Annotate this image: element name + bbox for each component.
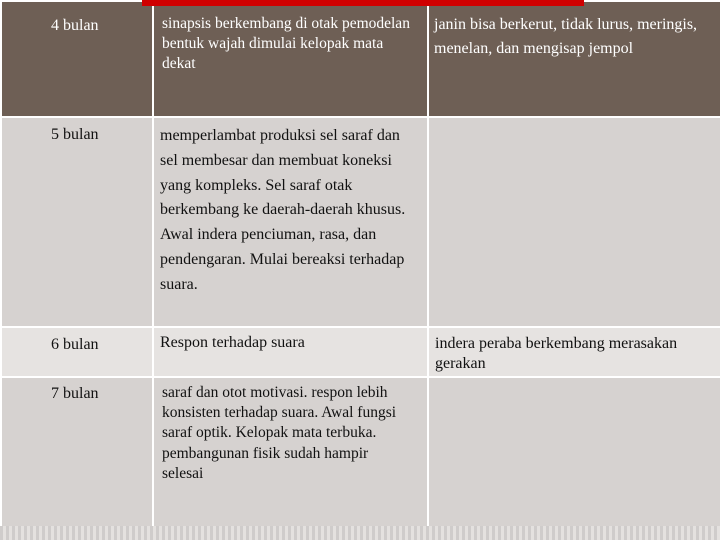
month-label: 4 bulan bbox=[51, 17, 99, 34]
development-cell bbox=[153, 117, 428, 327]
development-cell bbox=[153, 1, 428, 117]
month-cell bbox=[1, 117, 153, 327]
development-text: sinapsis berkembang di otak pemodelan bentuk wajah dimulai kelopak mata dekat bbox=[162, 15, 410, 72]
table-row-6-bulan bbox=[1, 327, 720, 377]
month-label: 6 bulan bbox=[51, 336, 99, 353]
development-text: Respon terhadap suara bbox=[160, 334, 305, 351]
bottom-decorative-strip bbox=[0, 526, 720, 540]
table-row-5-bulan bbox=[1, 117, 720, 327]
accent-bar bbox=[142, 0, 584, 6]
behavior-cell bbox=[428, 1, 720, 117]
development-cell bbox=[153, 327, 428, 377]
behavior-cell bbox=[428, 327, 720, 377]
behavior-cell bbox=[428, 117, 720, 327]
month-cell bbox=[1, 1, 153, 117]
month-label: 7 bulan bbox=[51, 385, 99, 402]
table-row-4-bulan bbox=[1, 1, 720, 117]
month-cell bbox=[1, 377, 153, 527]
behavior-text: indera peraba berkembang merasakan gerakan bbox=[435, 335, 678, 372]
table-row-7-bulan bbox=[1, 377, 720, 527]
development-text: saraf dan otot motivasi. respon lebih konsisten terhadap suara. Awal fungsi saraf optik. Kelopak mata terbuka. pembangunan fisik sudah hampir selesai bbox=[162, 384, 397, 482]
month-cell bbox=[1, 327, 153, 377]
development-text: memperlambat produksi sel saraf dan sel membesar dan membuat koneksi yang kompleks. Sel saraf otak berkembang ke daerah-daerah khusus. Awal indera penciuman, rasa, dan pendengaran. Mulai bereaksi terhadap suara. bbox=[160, 127, 406, 293]
behavior-cell bbox=[428, 377, 720, 527]
month-label: 5 bulan bbox=[51, 126, 99, 143]
development-cell bbox=[153, 377, 428, 527]
behavior-text: janin bisa berkerut, tidak lurus, meringis, menelan, dan mengisap jempol bbox=[434, 16, 698, 57]
